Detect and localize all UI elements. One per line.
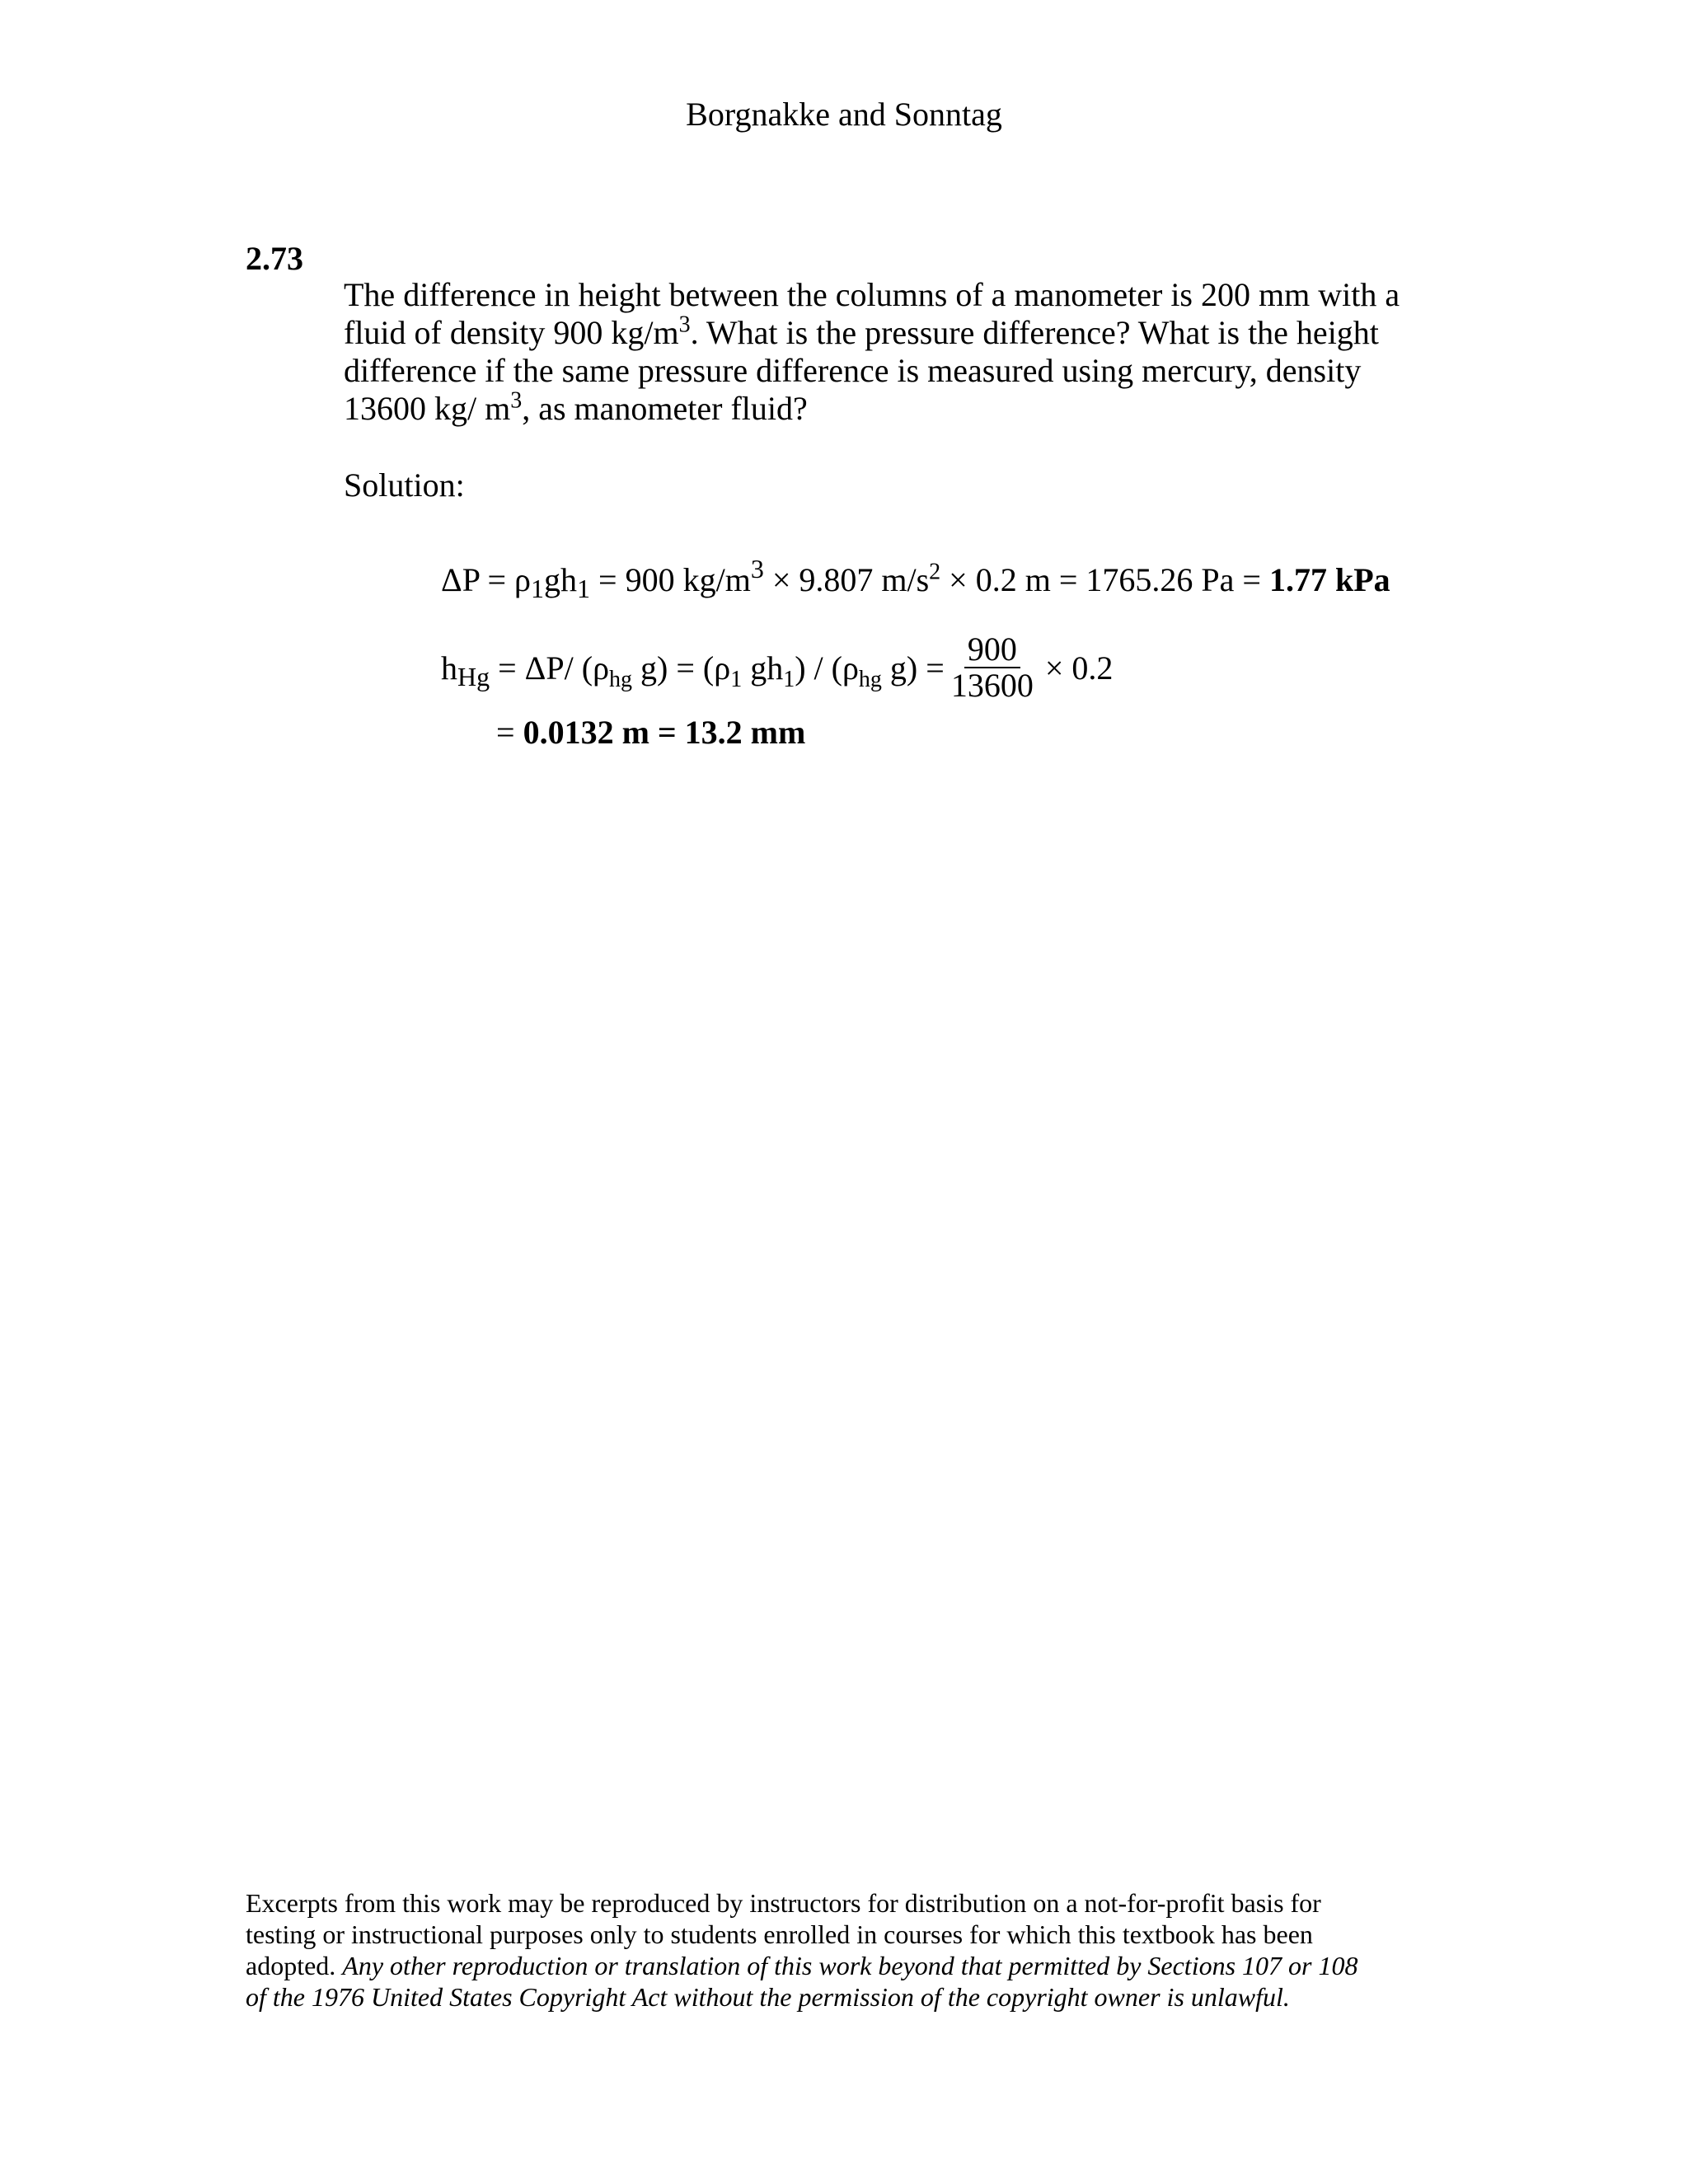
problem-line: fluid of density 900 $kg/m^3$. What is the pressure difference? What is the height xyxy=(344,312,1379,351)
problem-line: 13600 kg/ $m^3$, as manometer fluid? xyxy=(344,387,808,427)
problem-line: difference if the same pressure difference is measured using mercury, density xyxy=(344,352,1362,389)
problem-statement xyxy=(344,276,1456,428)
footer-line: testing or instructional purposes only to students enrolled in courses for which this textbook has been xyxy=(246,1919,1313,1949)
footer-line: Excerpts from this work may be reproduced by instructors for distribution on a not-for-profit basis for xyxy=(246,1888,1321,1918)
fraction-numerator: 900 xyxy=(964,632,1020,668)
equation-height-mercury: $h_{Hg} = \Delta P/$ ($\rho_{hg}$ $g) = (\rho_1$ $gh_1) / (\rho_{hg}$ g) = $\frac{900}{13600}$ × 0.2 xyxy=(441,630,1114,704)
footer-line: of the 1976 United States Copyright Act without the permission of the copyright owner is unlawful. xyxy=(246,1982,1290,2012)
footer-line: adopted. Any other reproduction or translation of this work beyond that permitted by Sections 107 or 108 xyxy=(246,1951,1358,1980)
solution-label: Solution: xyxy=(344,466,465,504)
copyright-footer xyxy=(246,1887,1465,2013)
fraction xyxy=(948,632,1037,703)
problem-number: 2.73 xyxy=(246,240,303,277)
equation-pressure-difference: $\Delta P = \rho_1gh_1 = 900$ $kg/m^3 \times 9.807$ $m/s^2 \times 0.2$ m = 1765.26 Pa = 1.77 kPa xyxy=(441,554,1390,603)
fraction-denominator: 13600 xyxy=(950,667,1034,704)
superscript: 3 xyxy=(510,387,523,414)
equation-height-result: = 0.0132 m = 13.2 mm xyxy=(496,714,806,751)
problem-line: The difference in height between the columns of a manometer is 200 mm with a xyxy=(344,276,1400,313)
page-header: Borgnakke and Sonntag xyxy=(686,96,1002,133)
superscript: 3 xyxy=(678,312,691,338)
result-pressure: 1.77 kPa xyxy=(1268,561,1390,598)
result-height: 0.0132 m = 13.2 mm xyxy=(523,714,806,751)
